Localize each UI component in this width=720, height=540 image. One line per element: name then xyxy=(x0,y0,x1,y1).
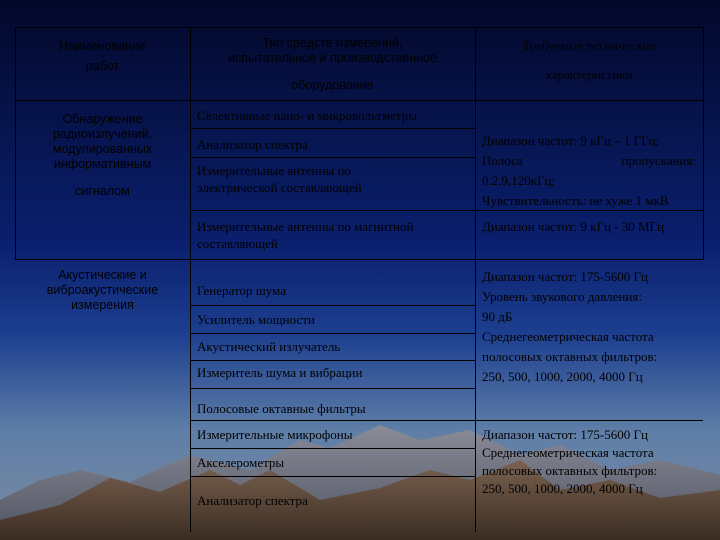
rule-e7 xyxy=(190,360,475,361)
rule-top xyxy=(15,27,703,28)
equipment-octave-filters: Полосовые октавные фильтры xyxy=(197,401,366,416)
rule-e5 xyxy=(190,305,475,306)
spec-microphones: Диапазон частот: 175-5600 Гц Среднегеометрическая частота полосовых октавных фильтров: 250, 500, 1000, 2000, 4000 Гц xyxy=(482,427,658,496)
work-acoustic-measurements: Акустические и виброакустические измерения xyxy=(46,268,159,312)
work-radio-emission-detection: Обнаружение радиоизлучений, модулированных информативным сигналом xyxy=(52,112,153,198)
spec-magnetic-antennas: Диапазон частот: 9 кГц - 30 МГц xyxy=(482,219,665,234)
rule-e2 xyxy=(190,157,475,158)
rule-col2-right xyxy=(475,27,476,532)
rule-right xyxy=(703,27,704,260)
equipment-acoustic-emitter: Акустический излучатель xyxy=(197,339,341,354)
equipment-noise-generator: Генератор шума xyxy=(197,283,286,298)
equipment-spectrum-analyzer-2: Анализатор спектра xyxy=(197,493,308,508)
equipment-magnetic-antennas: Измерительные антенны по магнитной составляющей xyxy=(197,219,414,251)
rule-e8 xyxy=(190,388,475,389)
spec-bandwidth-label-2: пропускания: xyxy=(621,153,696,168)
rule-e9 xyxy=(190,420,703,421)
rule-row1-bottom xyxy=(15,259,703,260)
header-equipment-type: Тип средств измерений, испытательное и производственное оборудование xyxy=(228,36,437,92)
header-work-name: Наименование работ xyxy=(59,39,146,73)
equipment-selective-voltmeters: Селективные нано- и микровольтметры xyxy=(197,108,418,123)
spec-bandwidth-label: Полоса xyxy=(482,153,523,168)
rule-e11 xyxy=(190,476,475,477)
equipment-noise-vibration-meter: Измеритель шума и вибрации xyxy=(197,365,363,380)
equipment-electric-antennas: Измерительные антенны по электрической составляющей xyxy=(197,163,362,195)
header-requirements: Требуемые технические характеристики xyxy=(522,38,656,82)
rule-e1 xyxy=(190,128,475,129)
equipment-measuring-microphones: Измерительные микрофоны xyxy=(197,427,353,442)
rule-e6 xyxy=(190,333,475,334)
equipment-accelerometers: Акселерометры xyxy=(197,455,285,470)
equipment-spectrum-analyzer: Анализатор спектра xyxy=(197,137,308,152)
rule-e10 xyxy=(190,448,475,449)
rule-col1-right xyxy=(190,27,191,532)
rule-header-bottom xyxy=(15,100,703,101)
spec-radio-emission: Диапазон частот: 9 кГц – 1 ГГц; Полоса пропускания: 0.2,9,120кГц; Чувствительность: не хуже 1 мкВ xyxy=(482,133,696,208)
spec-acoustic-generators: Диапазон частот: 175-5600 Гц Уровень звукового давления: 90 дБ Среднегеометрическая частота полосовых октавных фильтров: 250, 500, 1000, 2000, 4000 Гц xyxy=(482,269,658,384)
equipment-power-amplifier: Усилитель мощности xyxy=(197,312,315,327)
